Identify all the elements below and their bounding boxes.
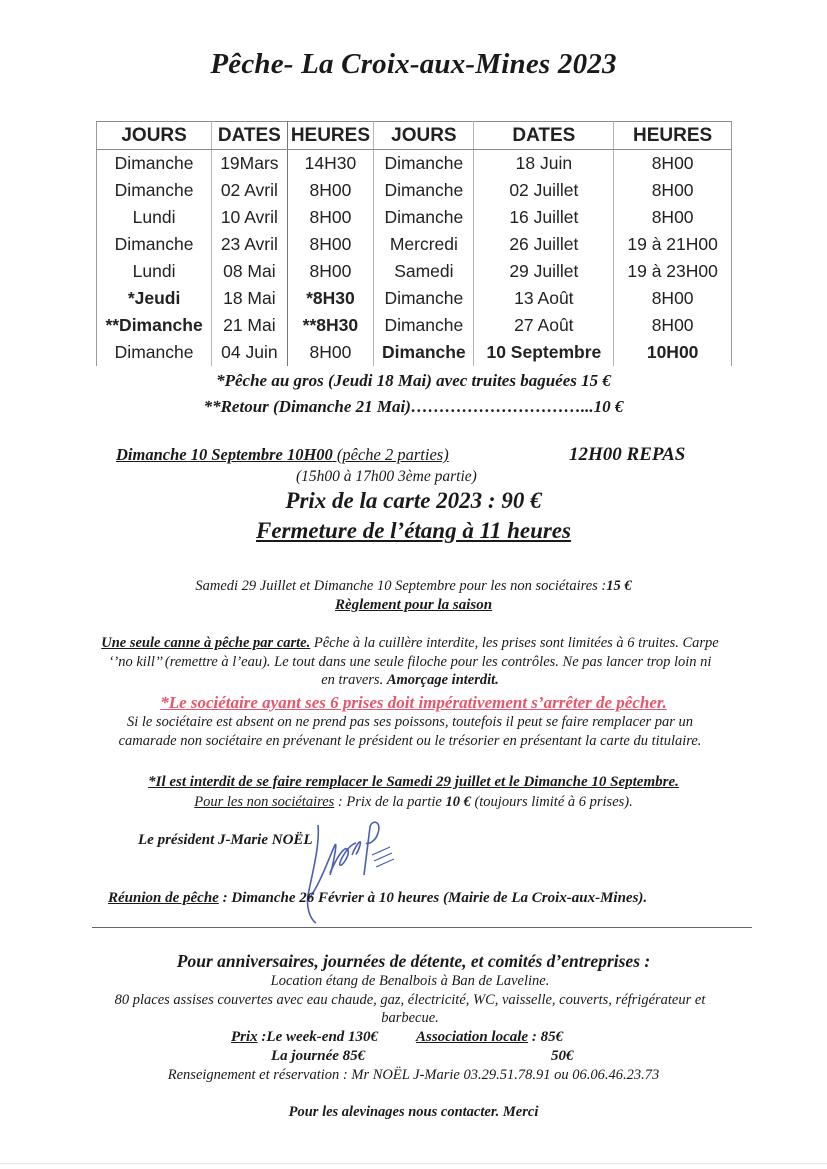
cell-jour-2: Samedi [374, 258, 474, 285]
association-weekend-value: : 85€ [528, 1029, 564, 1045]
cell-jour-1: **Dimanche [97, 312, 212, 339]
price-day: La journée 85€ [271, 1048, 366, 1064]
cell-jour-2: Dimanche [374, 339, 474, 366]
schedule-row [97, 150, 732, 178]
rental-description [100, 972, 720, 1028]
cell-jour-1: Dimanche [97, 339, 212, 366]
page-title: Pêche- La Croix-aux-Mines 2023 [210, 48, 617, 80]
non-members-amount: 15 € [606, 578, 632, 594]
cell-date-1: 04 Juin [212, 339, 287, 366]
cell-date-1: 19Mars [212, 150, 287, 178]
price-association-weekend [416, 1029, 563, 1046]
september-event-main: Dimanche 10 Septembre 10H00 [116, 445, 333, 464]
schedule-row [97, 312, 732, 339]
cell-jour-1: Dimanche [97, 150, 212, 178]
schedule-row [97, 204, 732, 231]
cell-date-1: 21 Mai [212, 312, 287, 339]
cell-heure-2: 19 à 23H00 [627, 261, 718, 281]
cell-heure-1: 8H00 [287, 258, 374, 285]
schedule-row [97, 339, 732, 366]
cell-heure-2: 8H00 [651, 180, 694, 200]
cell-jour-1: Dimanche [97, 177, 212, 204]
cell-heure-1: 14H30 [287, 150, 374, 178]
signature-icon [290, 815, 400, 925]
cell-heure-1: 8H00 [287, 177, 374, 204]
page-bottom-edge [0, 1163, 827, 1164]
rules-title: Règlement pour la saison [334, 597, 493, 613]
header-heures-1: HEURES [287, 122, 374, 150]
cell-jour-1: Lundi [97, 204, 212, 231]
cell-date-2: 02 Juillet [474, 177, 614, 204]
closing-time: Fermeture de l’étang à 11 heures [256, 518, 571, 543]
warning-six-catches: *Le sociétaire ayant ses 6 prises doit impérativement s’arrêter de pêcher. [160, 693, 667, 712]
repas-label: 12H00 REPAS [569, 444, 686, 465]
absent-member-rule: Si le sociétaire est absent on ne prend pas ses poissons, toutefois il peut se faire remplacer par un camarade non sociétaire en prévenant le président ou le trésorier en présentant la carte du titulaire. [118, 714, 702, 749]
cell-heure-2: 8H00 [651, 153, 694, 173]
rules-body: Pêche à la cuillère interdite, les prises sont limitées à 6 truites. Carpe ‘’no kill’’ (remettre à l’eau). Le tout dans une seule filoche pour les contrôles. Ne pas lancer trop loin ni en travers. [108, 635, 719, 688]
non-members-part-price [0, 794, 827, 811]
cell-jour-2: Dimanche [374, 177, 474, 204]
cell-heure-2: 8H00 [651, 315, 694, 335]
cell-heure-2: 19 à 21H00 [627, 234, 718, 254]
header-dates-1: DATES [212, 122, 287, 150]
alevinage-note: Pour les alevinages nous contacter. Merci [288, 1104, 539, 1120]
cell-date-2: 13 Août [474, 285, 614, 312]
cell-jour-2: Dimanche [374, 285, 474, 312]
cell-heure-2: 8H00 [651, 288, 694, 308]
cell-jour-1: Lundi [97, 258, 212, 285]
cell-date-2: 18 Juin [474, 150, 614, 178]
cell-heure-2: 10H00 [646, 342, 699, 362]
rules-amorcage: Amorçage interdit. [386, 672, 499, 688]
rules-paragraph [100, 634, 720, 690]
september-event-parts: (pêche 2 parties) [332, 445, 449, 464]
schedule-row [97, 285, 732, 312]
cell-heure-1: **8H30 [287, 312, 374, 339]
non-members-part-amount: 10 € [445, 794, 471, 810]
cell-jour-1: Dimanche [97, 231, 212, 258]
cell-heure-1: *8H30 [287, 285, 374, 312]
cell-date-2: 10 Septembre [474, 339, 614, 366]
header-dates-2: DATES [474, 122, 614, 150]
association-label: Association locale [416, 1029, 529, 1045]
september-third-part: (15h00 à 17h00 3ème partie) [296, 468, 477, 485]
cell-date-1: 18 Mai [212, 285, 287, 312]
price-association-day: 50€ [551, 1048, 574, 1064]
rules-lead: Une seule canne à pêche par carte. [101, 635, 311, 651]
price-weekend-value: :Le week-end 130€ [257, 1029, 379, 1045]
cell-date-1: 02 Avril [212, 177, 287, 204]
cell-date-1: 10 Avril [212, 204, 287, 231]
cell-jour-2: Dimanche [374, 312, 474, 339]
rental-amenities: 80 places assises couvertes avec eau chaude, gaz, électricité, WC, vaisselle, couverts, réfrigérateur et barbecue. [114, 991, 706, 1026]
schedule-row [97, 177, 732, 204]
price-label: Prix [231, 1029, 258, 1045]
cell-date-1: 23 Avril [212, 231, 287, 258]
cell-date-2: 27 Août [474, 312, 614, 339]
non-members-limit: (toujours limité à 6 prises). [470, 794, 633, 810]
schedule-table [96, 121, 732, 366]
header-jours-1: JOURS [97, 122, 212, 150]
cell-jour-2: Dimanche [374, 150, 474, 178]
header-jours-2: JOURS [374, 122, 474, 150]
non-members-price [0, 578, 827, 595]
cell-date-1: 08 Mai [212, 258, 287, 285]
schedule-header-row [97, 122, 732, 150]
rental-location: Location étang de Benalbois à Ban de Laveline. [270, 973, 550, 989]
non-members-label: Pour les non sociétaires [194, 794, 335, 810]
cell-jour-2: Dimanche [374, 204, 474, 231]
note-peche-au-gros: *Pêche au gros (Jeudi 18 Mai) avec truites baguées 15 € [216, 371, 611, 390]
cell-jour-2: Mercredi [374, 231, 474, 258]
cell-heure-2: 8H00 [651, 207, 694, 227]
cell-date-2: 29 Juillet [474, 258, 614, 285]
non-members-text: Samedi 29 Juillet et Dimanche 10 Septembre pour les non sociétaires : [195, 578, 607, 594]
schedule-row [97, 258, 732, 285]
header-heures-2: HEURES [614, 122, 732, 150]
cell-jour-1: *Jeudi [97, 285, 212, 312]
note-retour: **Retour (Dimanche 21 Mai)…………………………...10 € [203, 397, 624, 416]
meeting-text: : Dimanche 26 Février à 10 heures (Mairie de La Croix-aux-Mines). [218, 890, 648, 906]
section-divider [92, 927, 752, 928]
cell-heure-1: 8H00 [287, 231, 374, 258]
cell-date-2: 16 Juillet [474, 204, 614, 231]
meeting-info [108, 890, 647, 907]
replacement-forbidden-rule: *Il est interdit de se faire remplacer le Samedi 29 juillet et le Dimanche 10 Septembre. [148, 774, 679, 790]
non-members-mid: : Prix de la partie [334, 794, 446, 810]
september-event [116, 445, 449, 465]
card-price: Prix de la carte 2023 : 90 € [285, 488, 542, 513]
cell-date-2: 26 Juillet [474, 231, 614, 258]
cell-heure-1: 8H00 [287, 339, 374, 366]
meeting-label: Réunion de pêche [108, 890, 219, 906]
price-weekend [231, 1029, 378, 1046]
rental-title: Pour anniversaires, journées de détente, et comités d’entreprises : [176, 951, 651, 971]
schedule-row [97, 231, 732, 258]
president-signature-line: Le président J-Marie NOËL [138, 832, 313, 848]
contact-info: Renseignement et réservation : Mr NOËL J-Marie 03.29.51.78.91 ou 06.06.46.23.73 [167, 1067, 660, 1083]
cell-heure-1: 8H00 [287, 204, 374, 231]
